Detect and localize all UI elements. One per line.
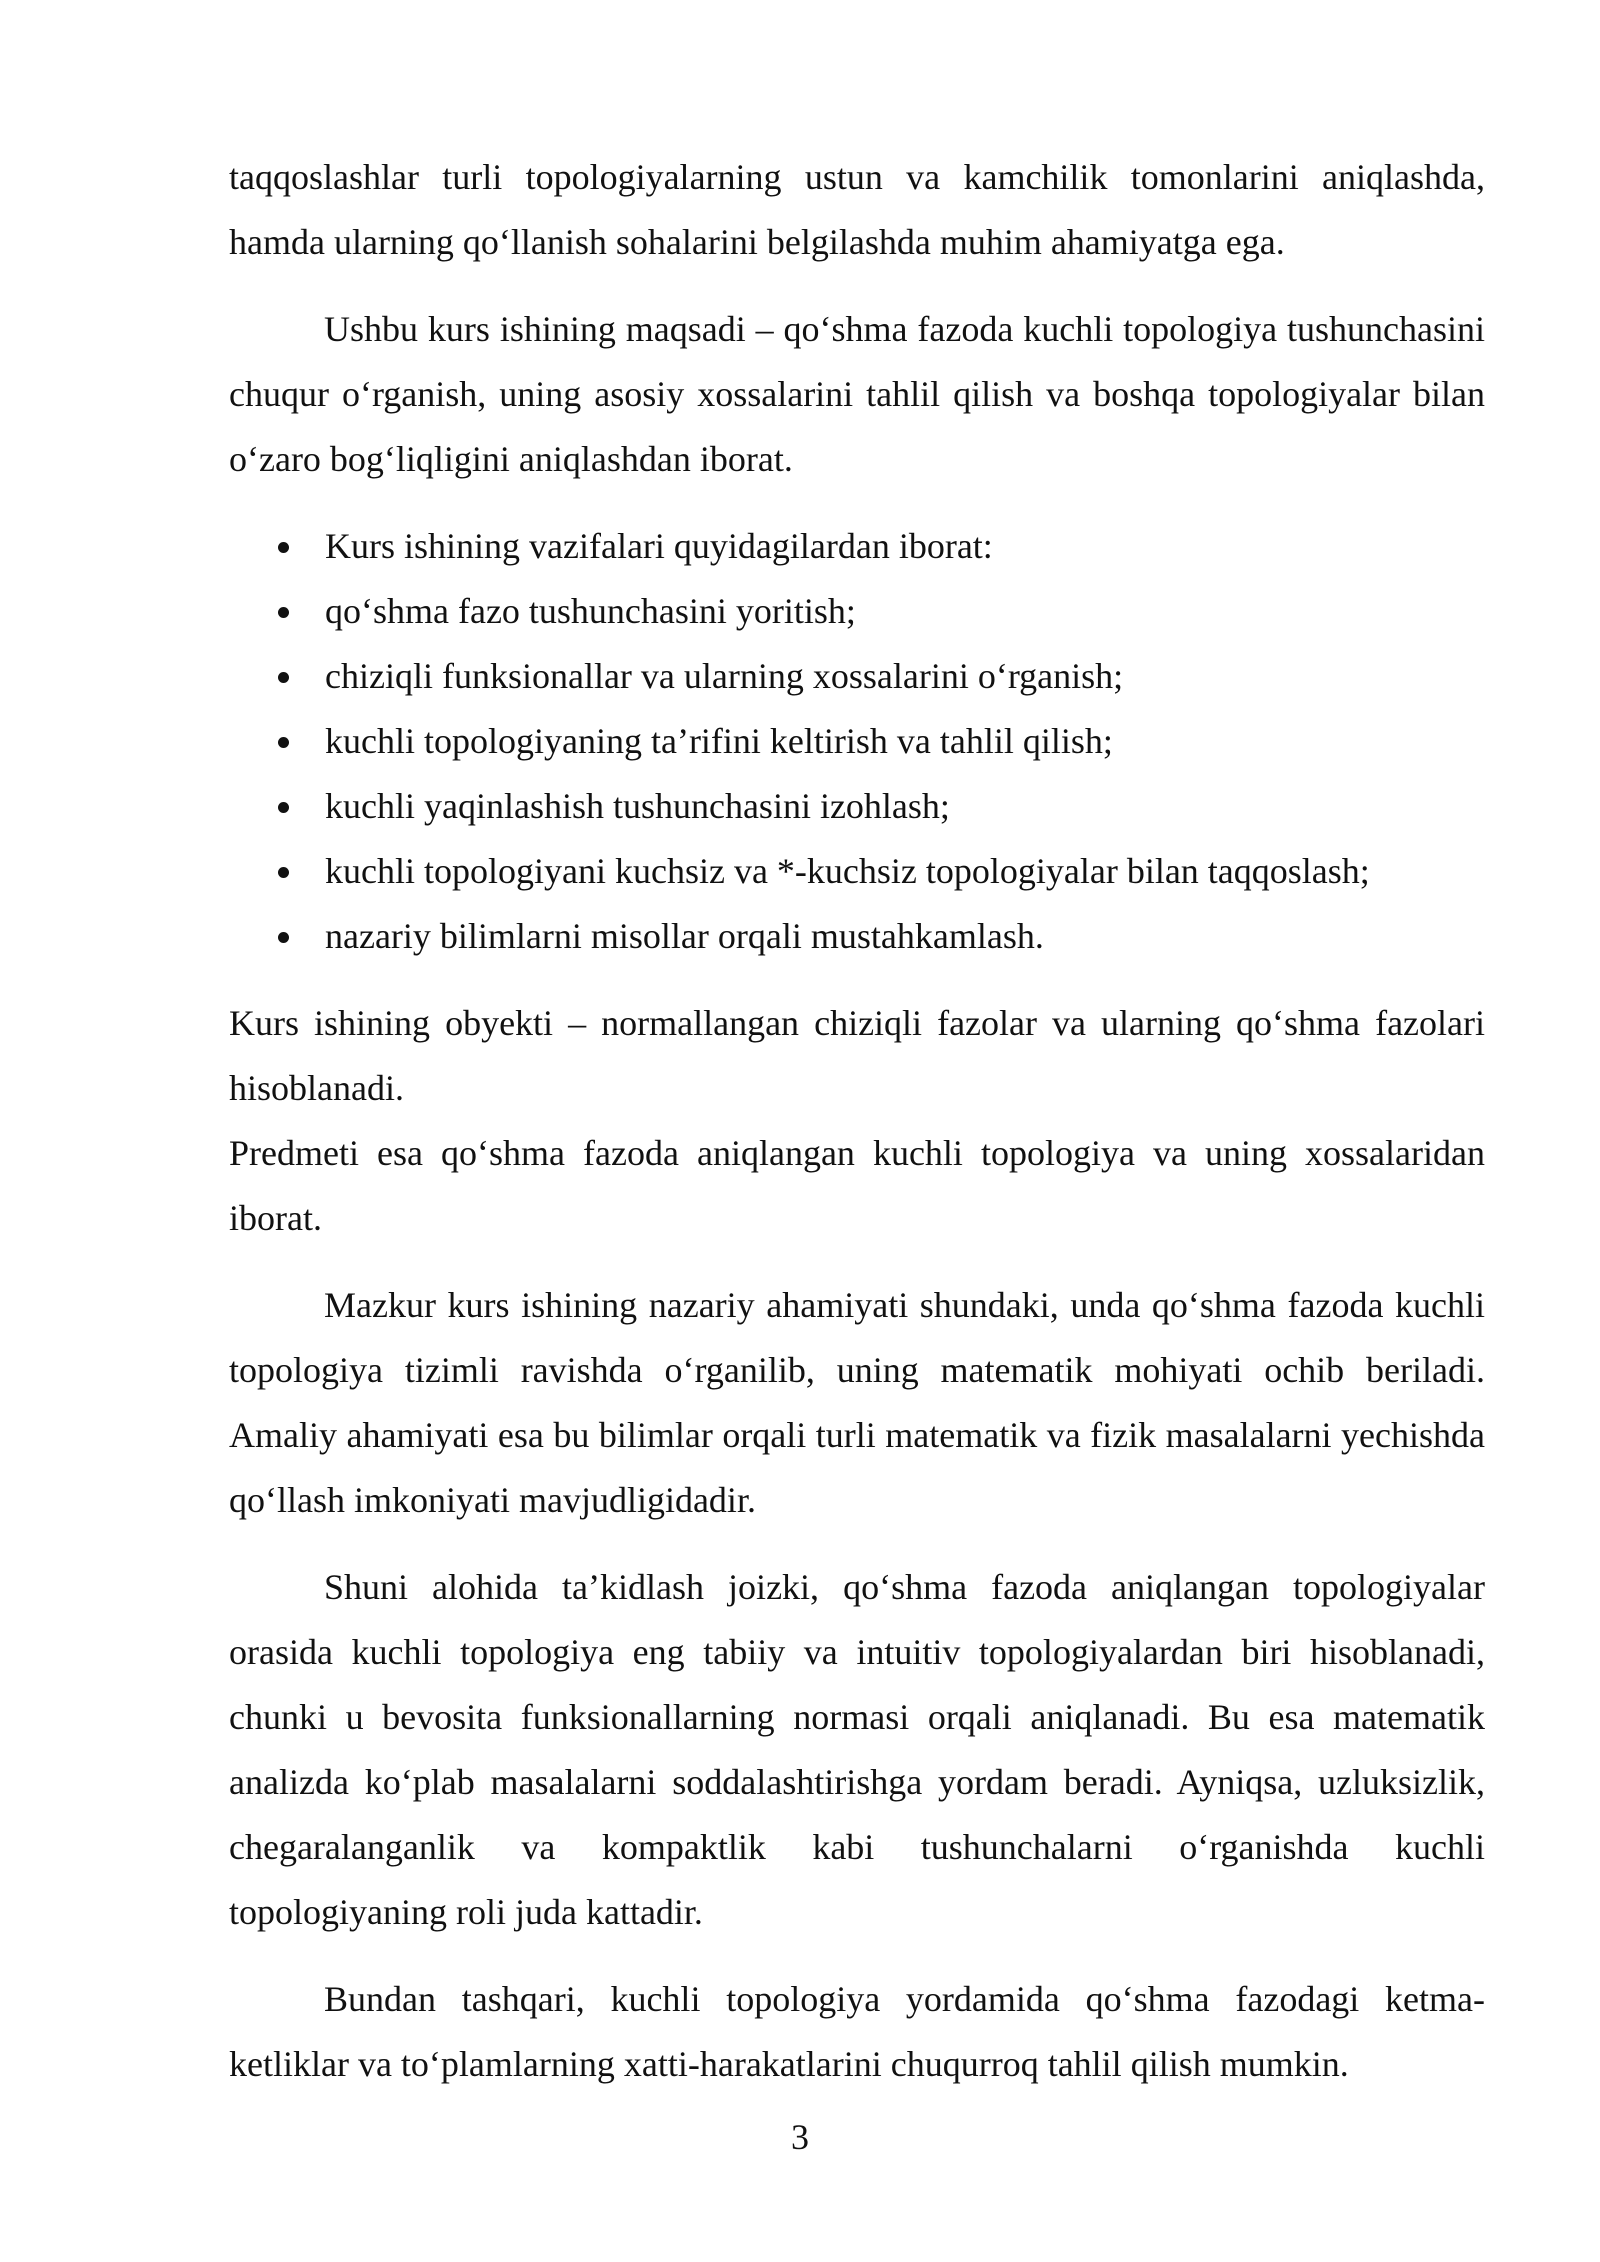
list-item-text: kuchli topologiyaning ta’rifini keltirish va tahlil qilish; (325, 721, 1113, 761)
list-item (229, 839, 1485, 904)
list-item (229, 514, 1485, 579)
bullet-icon (278, 932, 289, 943)
paragraph-further: Bundan tashqari, kuchli topologiya yordamida qo‘shma fazodagi ketma-ketliklar va to‘plamlarning xatti-harakatlarini chuqurroq tahlil qilish mumkin. (229, 1979, 1485, 2084)
paragraph-subject: Predmeti esa qo‘shma fazoda aniqlangan kuchli topologiya va uning xossalaridan iborat. (229, 1133, 1485, 1238)
bullet-icon (278, 542, 289, 553)
page-number: 3 (791, 2117, 809, 2157)
list-item-text: nazariy bilimlarni misollar orqali mustahkamlash. (325, 916, 1044, 956)
paragraph-emphasis: Shuni alohida ta’kidlash joizki, qo‘shma fazoda aniqlangan topologiyalar orasida kuchli topologiya eng tabiiy va intuitiv topologiyalardan biri hisoblanadi, chunki u bevosita funksionallarning normasi orqali aniqlanadi. Bu esa matematik analizda ko‘plab masalalarni soddalashtirishga yordam beradi. Ayniqsa, uzluksizlik, chegaralanganlik va kompaktlik kabi tushunchalarni o‘rganishda kuchli topologiyaning roli juda kattadir. (229, 1567, 1485, 1932)
bullet-icon (278, 672, 289, 683)
list-item-text: kuchli topologiyani kuchsiz va *-kuchsiz topologiyalar bilan taqqoslash; (325, 851, 1370, 891)
list-item-text: chiziqli funksionallar va ularning xossalarini o‘rganish; (325, 656, 1124, 696)
tasks-bullet-list (229, 514, 1485, 969)
list-item (229, 904, 1485, 969)
page-body (229, 145, 1485, 2119)
paragraph-significance: Mazkur kurs ishining nazariy ahamiyati shundaki, unda qo‘shma fazoda kuchli topologiya tizimli ravishda o‘rganilib, uning matematik mohiyati ochib beriladi. Amaliy ahamiyati esa bu bilimlar orqali turli matematik va fizik masalalarni yechishda qo‘llash imkoniyati mavjudligidadir. (229, 1285, 1485, 1520)
bullet-icon (278, 607, 289, 618)
list-item-text: qo‘shma fazo tushunchasini yoritish; (325, 591, 856, 631)
list-item (229, 774, 1485, 839)
paragraph-intro-continuation: taqqoslashlar turli topologiyalarning ustun va kamchilik tomonlarini aniqlashda, hamda ularning qo‘llanish sohalarini belgilashda muhim ahamiyatga ega. (229, 157, 1485, 262)
bullet-icon (278, 867, 289, 878)
paragraph-object: Kurs ishining obyekti – normallangan chiziqli fazolar va ularning qo‘shma fazolari hisoblanadi. (229, 1003, 1485, 1108)
bullet-icon (278, 802, 289, 813)
list-item (229, 579, 1485, 644)
list-item-text: Kurs ishining vazifalari quyidagilardan iborat: (325, 526, 993, 566)
list-item (229, 644, 1485, 709)
list-item (229, 709, 1485, 774)
list-item-text: kuchli yaqinlashish tushunchasini izohlash; (325, 786, 950, 826)
paragraph-goal: Ushbu kurs ishining maqsadi – qo‘shma fazoda kuchli topologiya tushunchasini chuqur o‘rganish, uning asosiy xossalarini tahlil qilish va boshqa topologiyalar bilan o‘zaro bog‘liqligini aniqlashdan iborat. (229, 309, 1485, 479)
bullet-icon (278, 737, 289, 748)
